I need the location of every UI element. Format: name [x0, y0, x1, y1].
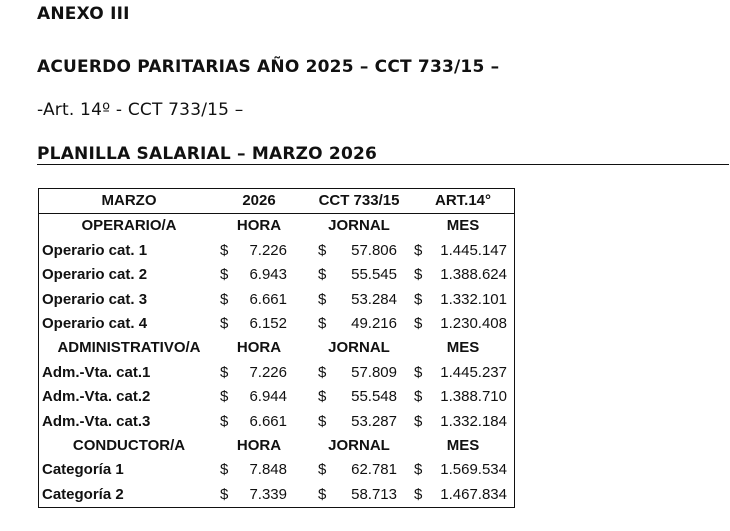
currency-sign: $ [318, 485, 327, 503]
row-label: Operario cat. 3 [42, 290, 148, 308]
currency-sign: $ [414, 485, 423, 503]
col-day: JORNAL [328, 217, 390, 235]
article-reference: -Art. 14º - CCT 733/15 – [37, 100, 244, 120]
currency-sign: $ [414, 388, 423, 406]
month-value: 1.230.408 [440, 314, 507, 332]
hour-value: 7.226 [249, 241, 287, 259]
table-row [39, 483, 514, 507]
group-header-row [39, 214, 514, 238]
table-row [39, 361, 514, 385]
table-row [39, 410, 514, 434]
row-label: Categoría 2 [42, 485, 124, 503]
col-month: MES [446, 436, 480, 454]
col-day: JORNAL [328, 436, 390, 454]
day-value: 55.548 [351, 388, 397, 406]
row-label: Adm.-Vta. cat.3 [42, 412, 151, 430]
group-header-row [39, 336, 514, 360]
row-label: Adm.-Vta. cat.2 [42, 388, 151, 406]
currency-sign: $ [318, 266, 327, 284]
table-row [39, 385, 514, 409]
group-header-row [39, 434, 514, 458]
table-row [39, 288, 514, 312]
currency-sign: $ [318, 412, 327, 430]
day-value: 57.806 [351, 241, 397, 259]
header-article: ART.14° [434, 192, 491, 209]
currency-sign: $ [414, 412, 423, 430]
hour-value: 7.226 [249, 363, 287, 381]
table-row [39, 239, 514, 263]
day-value: 53.284 [351, 290, 397, 308]
currency-sign: $ [318, 241, 327, 259]
currency-sign: $ [414, 290, 423, 308]
month-value: 1.445.147 [440, 241, 507, 259]
header-cct: CCT 733/15 [318, 192, 400, 209]
day-value: 62.781 [351, 461, 397, 479]
hour-value: 6.661 [249, 290, 287, 308]
currency-sign: $ [220, 461, 229, 479]
currency-sign: $ [414, 461, 423, 479]
month-value: 1.332.101 [440, 290, 507, 308]
currency-sign: $ [318, 314, 327, 332]
currency-sign: $ [220, 412, 229, 430]
row-label: Operario cat. 1 [42, 241, 148, 259]
day-value: 58.713 [351, 485, 397, 503]
col-month: MES [446, 217, 480, 235]
hour-value: 7.848 [249, 461, 287, 479]
day-value: 53.287 [351, 412, 397, 430]
month-value: 1.467.834 [440, 485, 507, 503]
month-value: 1.569.534 [440, 461, 507, 479]
group-name: CONDUCTOR/A [72, 436, 186, 454]
month-value: 1.445.237 [440, 363, 507, 381]
month-value: 1.332.184 [440, 412, 507, 430]
table-row [39, 263, 514, 287]
annex-title: ANEXO III [37, 4, 130, 24]
currency-sign: $ [414, 266, 423, 284]
month-value: 1.388.624 [440, 266, 507, 284]
currency-sign: $ [220, 266, 229, 284]
col-hour: HORA [236, 217, 282, 235]
currency-sign: $ [414, 241, 423, 259]
col-hour: HORA [236, 339, 282, 357]
currency-sign: $ [318, 461, 327, 479]
hour-value: 6.152 [249, 314, 287, 332]
table-row [39, 458, 514, 482]
currency-sign: $ [414, 314, 423, 332]
hour-value: 6.944 [249, 388, 287, 406]
currency-sign: $ [220, 485, 229, 503]
header-year: 2026 [242, 192, 276, 209]
col-month: MES [446, 339, 480, 357]
row-label: Operario cat. 4 [42, 314, 148, 332]
group-name: ADMINISTRATIVO/A [57, 339, 201, 357]
hour-value: 6.943 [249, 266, 287, 284]
hour-value: 7.339 [249, 485, 287, 503]
agreement-title: ACUERDO PARITARIAS AÑO 2025 – CCT 733/15 – [37, 57, 500, 77]
col-hour: HORA [236, 436, 282, 454]
group-name: OPERARIO/A [81, 217, 177, 235]
table-header-row [39, 189, 514, 214]
title-underline [37, 164, 729, 165]
salary-table [38, 188, 515, 508]
currency-sign: $ [318, 363, 327, 381]
day-value: 57.809 [351, 363, 397, 381]
day-value: 55.545 [351, 266, 397, 284]
hour-value: 6.661 [249, 412, 287, 430]
col-day: JORNAL [328, 339, 390, 357]
currency-sign: $ [318, 388, 327, 406]
row-label: Operario cat. 2 [42, 266, 148, 284]
salary-sheet-title: PLANILLA SALARIAL – MARZO 2026 [37, 144, 378, 164]
month-value: 1.388.710 [440, 388, 507, 406]
currency-sign: $ [220, 241, 229, 259]
currency-sign: $ [414, 363, 423, 381]
currency-sign: $ [220, 388, 229, 406]
day-value: 49.216 [351, 314, 397, 332]
currency-sign: $ [220, 314, 229, 332]
row-label: Adm.-Vta. cat.1 [42, 363, 151, 381]
header-month: MARZO [101, 192, 157, 209]
currency-sign: $ [318, 290, 327, 308]
table-row [39, 312, 514, 336]
currency-sign: $ [220, 290, 229, 308]
currency-sign: $ [220, 363, 229, 381]
row-label: Categoría 1 [42, 461, 124, 479]
